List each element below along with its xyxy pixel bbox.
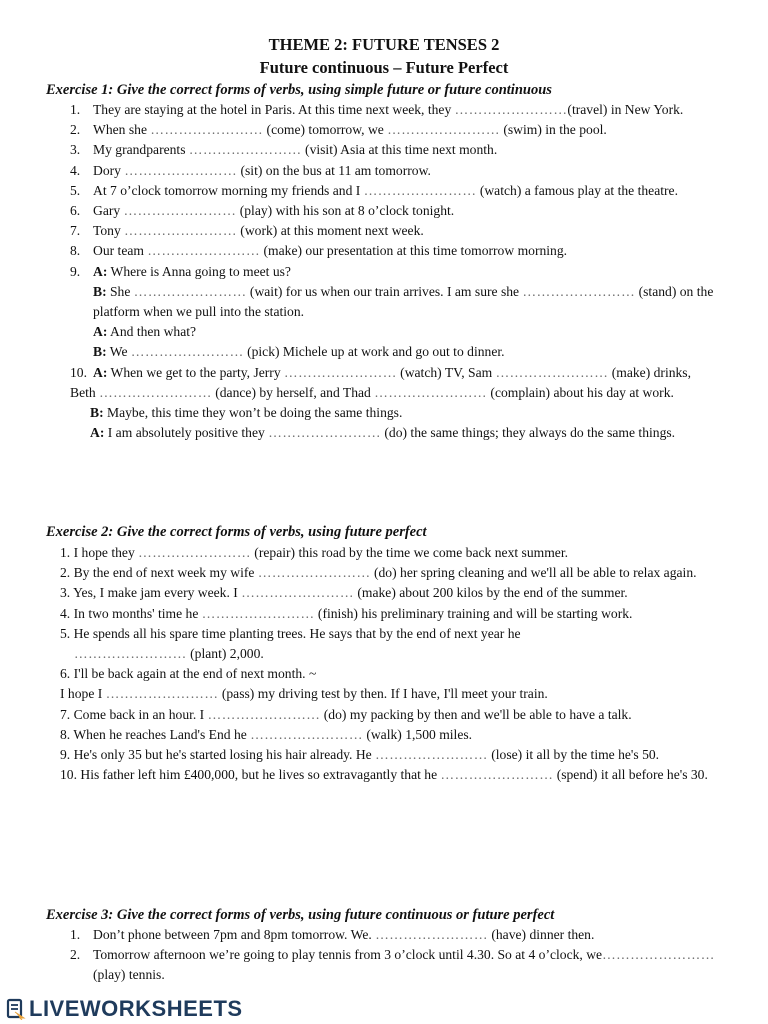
exercise-2-item-3: 3. Yes, I make jam every week. I …………………… (make) about 200 kilos by the end of the summer. [60, 585, 628, 601]
answer-blank[interactable]: …………………… [387, 122, 500, 138]
answer-blank[interactable]: …………………… [495, 364, 609, 380]
answer-blank[interactable]: …………………… [99, 384, 212, 400]
answer-blank[interactable]: …………………… [188, 142, 302, 158]
exercise-1-item-5: 5. At 7 o’clock tomorrow morning my friends and I …………………… (watch) a famous play at the theatre. [0, 181, 768, 201]
item-number: 8. [70, 243, 81, 259]
answer-blank[interactable]: …………………… [138, 545, 251, 560]
answer-blank[interactable]: …………………… [150, 122, 264, 138]
answer-blank[interactable]: …………………… [363, 182, 477, 198]
answer-blank[interactable]: …………………… [207, 706, 321, 722]
exercise-2-heading: Exercise 2: Give the correct forms of verbs, using future perfect [46, 524, 427, 540]
exercise-2-list [0, 543, 768, 785]
worksheet-title: THEME 2: FUTURE TENSES 2 [268, 35, 500, 54]
exercise-1-item-8: 8. Our team …………………… (make) our presentation at this time tomorrow morning. [0, 241, 768, 261]
answer-blank[interactable]: …………………… [241, 585, 354, 601]
speaker-label: A: [93, 364, 108, 380]
exercise-1-item-9: 9. A: Where is Anna going to meet us? B: She …………………… (wait) for us when our train arrives. I am sure she …………………… (stand) on the platform when we pull into the station. A: And then what? B: We …………………… (pick) Michele up at work and go out to dinner. [70, 263, 714, 360]
answer-blank[interactable]: …………………… [133, 283, 247, 299]
item-number: 1. [70, 102, 81, 117]
answer-blank[interactable]: …………………… [375, 927, 488, 942]
exercise-2-item-9: 9. He's only 35 but he's started losing his hair already. He …………………… (lose) it all by the time he's 50. [60, 747, 660, 763]
answer-blank[interactable]: …………………… [454, 102, 568, 117]
answer-blank[interactable]: …………………… [268, 425, 381, 441]
item-number: 2. [70, 947, 81, 963]
exercise-2-item-7: 7. Come back in an hour. I …………………… (do) my packing by then and we'll be able to have a talk. [60, 706, 632, 722]
liveworksheets-logo[interactable] [6, 996, 243, 1022]
exercise-2-item-6: 6. I'll be back again at the end of next month. ~ I hope I …………………… (pass) my driving test by then. If I have, I'll meet your train. [60, 666, 548, 702]
answer-blank[interactable]: …………………… [124, 162, 238, 178]
exercise-1-item-1: 1. They are staying at the hotel in Paris. At this time next week, they ……………………(travel) in New York. [0, 100, 768, 120]
exercise-2-item-10: 10. His father left him £400,000, but he lives so extravagantly that he …………………… (spend) it all before he's 30. [60, 767, 708, 783]
exercise-3-item-1: 1. Don’t phone between 7pm and 8pm tomorrow. We. …………………… (have) dinner then. [0, 925, 768, 945]
answer-blank[interactable]: …………………… [522, 283, 636, 299]
exercise-1-item-2: 2. When she …………………… (come) tomorrow, we …………………… (swim) in the pool. [0, 120, 768, 140]
speaker-label: B: [93, 344, 107, 360]
answer-blank[interactable]: …………………… [375, 747, 488, 763]
item-number: 5. [70, 182, 81, 198]
answer-blank[interactable]: …………………… [374, 384, 488, 400]
exercise-1-item-10: 10. A: When we get to the party, Jerry …………………… (watch) TV, Sam …………………… (make) drinks, Beth …………………… (dance) by herself, and Thad …………………… (complain) about his day at work. B: Maybe, this time they won’t be doing the same things. A: I am absolutely positive they …………………… (do) the same things; they always do the same things. [70, 364, 691, 441]
exercise-1-list [0, 100, 768, 443]
exercise-2-item-5: 5. He spends all his spare time planting trees. He says that by the end of next year he …………………… (plant) 2,000. [60, 625, 521, 662]
answer-blank[interactable]: …………………… [257, 565, 371, 581]
item-number: 7. [70, 223, 81, 239]
answer-blank[interactable]: …………………… [440, 767, 554, 783]
answer-blank[interactable]: …………………… [124, 223, 237, 239]
answer-blank[interactable]: …………………… [250, 726, 363, 742]
item-number: 2. [70, 122, 81, 138]
item-number: 6. [70, 203, 81, 219]
answer-blank[interactable]: …………………… [602, 947, 715, 963]
exercise-1-item-7: 7. Tony …………………… (work) at this moment next week. [0, 221, 768, 241]
answer-blank[interactable]: …………………… [105, 686, 219, 702]
worksheet-subtitle: Future continuous – Future Perfect [259, 58, 509, 77]
brand-name: LIVEWORKSHEETS [29, 996, 243, 1021]
exercise-3-heading: Exercise 3: Give the correct forms of verbs, using future continuous or future perfect [46, 907, 555, 923]
item-number: 10. [70, 364, 87, 380]
speaker-label: A: [90, 425, 105, 441]
exercise-3-item-2: 2. Tomorrow afternoon we’re going to play tennis from 3 o’clock until 4.30. So at 4 o’clock, we…………………… (play) tennis. [70, 947, 715, 983]
speaker-label: A: [93, 324, 108, 340]
exercise-2-item-8: 8. When he reaches Land's End he …………………… (walk) 1,500 miles. [60, 726, 473, 742]
exercise-1-item-6: 6. Gary …………………… (play) with his son at 8 o’clock tonight. [0, 201, 768, 221]
liveworksheets-logo-icon [6, 998, 26, 1020]
speaker-label: B: [90, 405, 104, 421]
answer-blank[interactable]: …………………… [74, 646, 187, 662]
exercise-2-item-4: 4. In two months' time he …………………… (finish) his preliminary training and will be starting work. [60, 605, 633, 621]
exercise-2-item-2: 2. By the end of next week my wife …………………… (do) her spring cleaning and we'll all be able to relax again. [60, 565, 697, 581]
item-number: 4. [70, 162, 81, 178]
answer-blank[interactable]: …………………… [130, 344, 244, 360]
answer-blank[interactable]: …………………… [123, 203, 237, 219]
exercise-1-item-3: 3. My grandparents …………………… (visit) Asia at this time next month. [0, 140, 768, 160]
answer-blank[interactable]: …………………… [147, 243, 261, 259]
item-number: 9. [70, 263, 81, 279]
exercise-3-list [0, 925, 768, 986]
exercise-1-item-4: 4. Dory …………………… (sit) on the bus at 11 am tomorrow. [0, 161, 768, 181]
speaker-label: B: [93, 283, 107, 299]
exercise-2-item-1: 1. I hope they …………………… (repair) this road by the time we come back next summer. [60, 545, 568, 560]
speaker-label: A: [93, 263, 108, 279]
answer-blank[interactable]: …………………… [201, 605, 315, 621]
exercise-1-heading: Exercise 1: Give the correct forms of verbs, using simple future or future continuous [46, 82, 552, 98]
item-number: 1. [70, 927, 81, 942]
item-number: 3. [70, 142, 81, 158]
answer-blank[interactable]: …………………… [284, 364, 397, 380]
